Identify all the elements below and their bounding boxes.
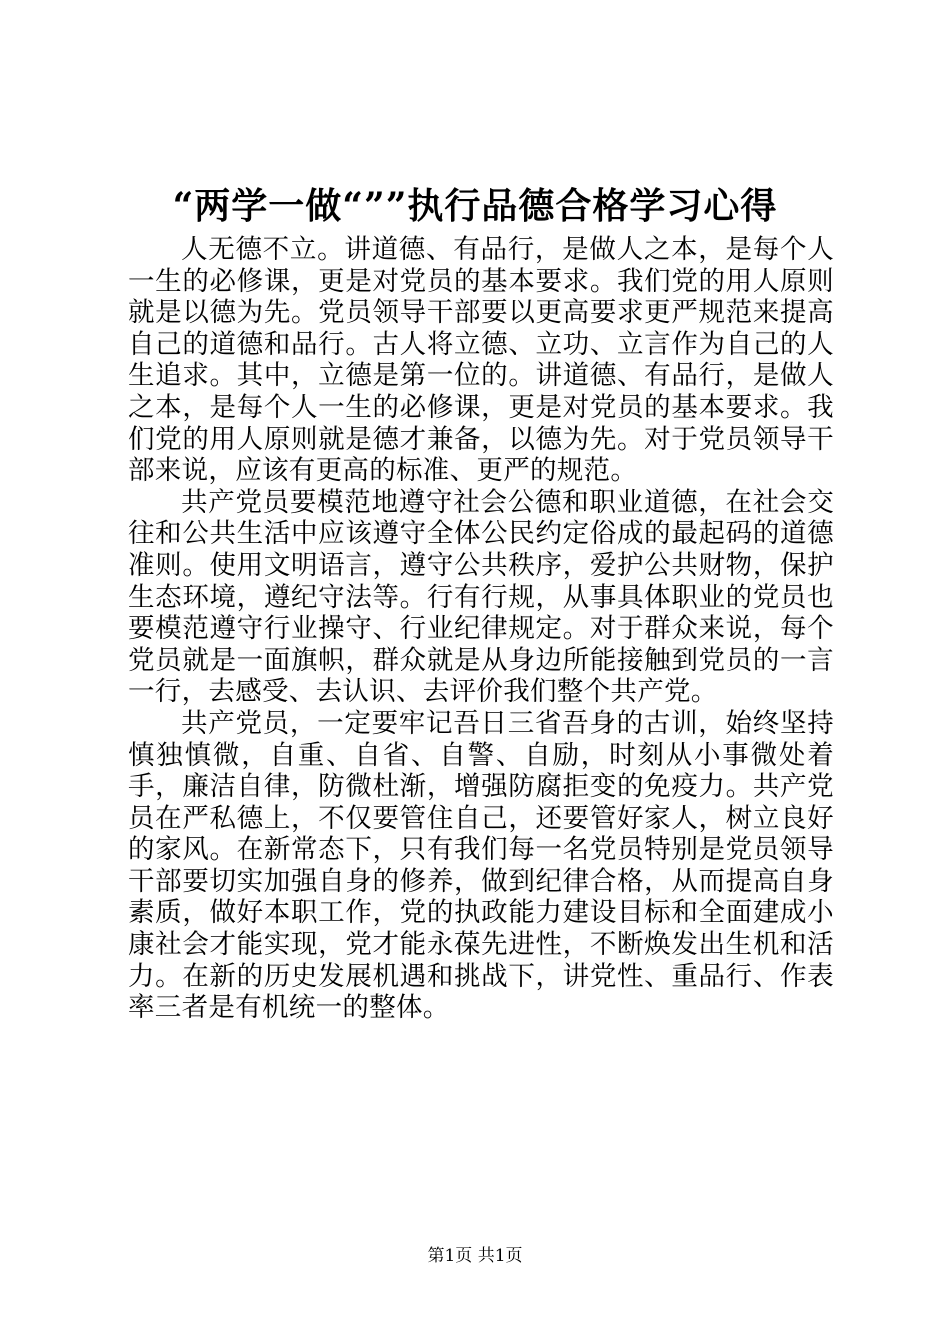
page-footer: 第1页 共1页: [427, 1246, 523, 1266]
document-title: “两学一做“””执行品德合格学习心得: [172, 185, 778, 227]
document-body: [128, 234, 834, 1024]
paragraph-3: 共产党员，一定要牢记吾日三省吾身的古训，始终坚持慎独慎微，自重、自省、自警、自励，时刻从小事微处着手，廉洁自律，防微杜渐，增强防腐拒变的免疫力。共产党员在严私德上，不仅要管住自己，还要管好家人，树立良好的家风。在新常态下，只有我们每一名党员特别是党员领导干部要切实加强自身的修养，做到纪律合格，从而提高自身素质，做好本职工作，党的执政能力建设目标和全面建成小康社会才能实现，党才能永葆先进性，不断焕发出生机和活力。在新的历史发展机遇和挑战下，讲党性、重品行、作表率三者是有机统一的整体。: [128, 707, 834, 1024]
paragraph-2: 共产党员要模范地遵守社会公德和职业道德，在社会交往和公共生活中应该遵守全体公民约定俗成的最起码的道德准则。使用文明语言，遵守公共秩序，爱护公共财物，保护生态环境，遵纪守法等。行有行规，从事具体职业的党员也要模范遵守行业操守、行业纪律规定。对于群众来说，每个党员就是一面旗帜，群众就是从身边所能接触到党员的一言一行，去感受、去认识、去评价我们整个共产党。: [128, 486, 834, 708]
paragraph-1: 人无德不立。讲道德、有品行，是做人之本，是每个人一生的必修课，更是对党员的基本要求。我们党的用人原则就是以德为先。党员领导干部要以更高要求更严规范来提高自己的道德和品行。古人将立德、立功、立言作为自己的人生追求。其中，立德是第一位的。讲道德、有品行，是做人之本，是每个人一生的必修课，更是对党员的基本要求。我们党的用人原则就是德才兼备，以德为先。对于党员领导干部来说，应该有更高的标准、更严的规范。: [128, 234, 834, 487]
